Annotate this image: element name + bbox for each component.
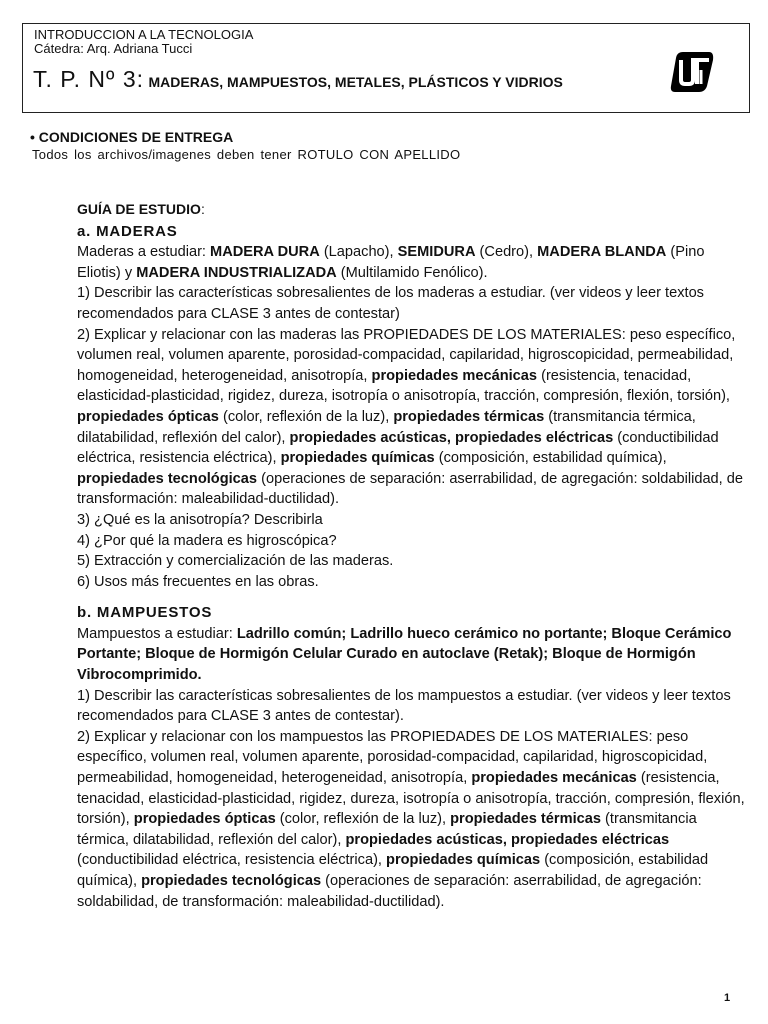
text: 2) Explicar y relacionar con los mampuestos las PROPIEDADES DE LOS MATERIALES: peso específico, volumen real, volumen aparente, porosidad-compacidad, capilaridad, higroscopicidad, permeabilidad, homogeneidad, heterogeneidad, anisotropía, xyxy=(77,728,708,787)
delivery-conditions-title xyxy=(30,129,233,145)
utn-logo-icon xyxy=(667,46,717,96)
text: (conductibilidad eléctrica, resistencia eléctrica), xyxy=(77,429,719,467)
text: 2) Explicar y relacionar con las maderas las PROPIEDADES DE LOS MATERIALES: peso específico, volumen real, volumen aparente, porosidad-compacidad, capilaridad, higroscopicidad, permeabilidad, homogeneidad, heterogeneidad, anisotropía, xyxy=(77,326,736,384)
section-a-question-3: 3) ¿Qué es la anisotropía? Describirla xyxy=(77,511,323,528)
section-a-intro xyxy=(77,242,749,283)
study-guide-label xyxy=(77,199,749,220)
tp-heading xyxy=(33,66,563,93)
bold-text: SEMIDURA xyxy=(397,244,476,261)
guide-colon: : xyxy=(200,201,205,217)
bold-text: propiedades tecnológicas xyxy=(77,470,258,487)
bold-text: MADERA BLANDA xyxy=(537,244,667,261)
text: (color, reflexión de la luz), xyxy=(218,408,394,425)
text: (operaciones de separación: aserrabilidad, de agregación: soldabilidad, de transformación: maleabilidad-ductilidad). xyxy=(77,470,744,508)
bold-text: MADERA DURA xyxy=(210,244,320,261)
bold-text: propiedades ópticas xyxy=(133,811,276,828)
bold-text: propiedades acústicas, propiedades eléctricas xyxy=(289,429,614,446)
bold-text: propiedades químicas xyxy=(386,852,541,869)
bold-text: propiedades acústicas, propiedades eléctricas xyxy=(345,831,670,848)
chair-name: Cátedra: Arq. Adriana Tucci xyxy=(34,41,193,56)
section-b-question-2 xyxy=(77,727,749,912)
delivery-conditions-text: Todos los archivos/imagenes deben tener ROTULO CON APELLIDO xyxy=(32,147,461,162)
header-box xyxy=(22,23,750,113)
text: (Cedro), xyxy=(475,244,538,261)
bold-text: propiedades mecánicas xyxy=(471,770,637,787)
tp-title: MADERAS, MAMPUESTOS, METALES, PLÁSTICOS Y VIDRIOS xyxy=(148,74,563,90)
bold-text: propiedades tecnológicas xyxy=(141,873,322,889)
section-a-heading: a. MADERAS xyxy=(77,222,178,240)
section-a-question-1: 1) Describir las características sobresalientes de los maderas a estudiar. (ver videos y leer textos recomendados para CLASE 3 antes de contestar) xyxy=(77,285,704,322)
text: (transmitancia térmica, dilatabilidad, reflexión del calor), xyxy=(77,408,696,446)
text: Maderas a estudiar: xyxy=(77,244,211,261)
study-guide xyxy=(77,199,749,912)
course-name: INTRODUCCION A LA TECNOLOGIA xyxy=(34,27,254,42)
text: Mampuestos a estudiar: xyxy=(77,625,237,642)
section-a-question-6: 6) Usos más frecuentes en las obras. xyxy=(77,573,319,590)
text: (composición, estabilidad química), xyxy=(434,450,667,467)
section-a-question-2 xyxy=(77,325,749,510)
section-a-question-5: 5) Extracción y comercialización de las maderas. xyxy=(77,553,394,570)
delivery-title-text: CONDICIONES DE ENTREGA xyxy=(38,129,234,145)
text: (resistencia, tenacidad, elasticidad-plasticidad, rigidez, dureza, isotropía o anisotropía, tracción, compresión, flexión, torsión), xyxy=(77,770,745,828)
section-b-question-1: 1) Describir las características sobresalientes de los mampuestos a estudiar. (ver videos y leer textos recomendados para CLASE 3 antes de contestar). xyxy=(77,687,731,725)
bold-text: propiedades térmicas xyxy=(393,408,545,425)
tp-number: T. P. Nº 3: xyxy=(33,66,145,92)
text: (operaciones de separación: aserrabilidad, de agregación: soldabilidad, de transformación: maleabilidad-ductilidad). xyxy=(77,873,702,910)
section-b-intro xyxy=(77,624,749,686)
text: (transmitancia térmica, dilatabilidad, reflexión del calor), xyxy=(77,811,697,848)
bold-text: propiedades térmicas xyxy=(450,811,601,828)
text: (conductibilidad eléctrica, resistencia eléctrica), xyxy=(77,852,387,869)
text: (color, reflexión de la luz), xyxy=(275,811,451,828)
section-b-heading: b. MAMPUESTOS xyxy=(77,604,213,622)
text: (resistencia, tenacidad, elasticidad-plasticidad, rigidez, dureza, isotropía o anisotropía, tracción, compresión, flexión, torsión), xyxy=(77,367,730,405)
section-a-question-4: 4) ¿Por qué la madera es higroscópica? xyxy=(77,532,337,549)
bullet: • xyxy=(30,129,35,145)
text: (composición, estabilidad química), xyxy=(77,852,709,889)
bold-text: propiedades químicas xyxy=(280,450,435,467)
text: (Lapacho), xyxy=(319,244,398,261)
bold-text: Ladrillo común; Ladrillo hueco cerámico no portante; Bloque Cerámico Portante; Bloque de Hormigón Celular Curado en autoclave (Retak); Bloque de Hormigón Vibrocomprimido. xyxy=(77,625,732,684)
bold-text: propiedades ópticas xyxy=(77,408,219,425)
text: (Multilamido Fenólico). xyxy=(336,264,488,281)
page-number: 1 xyxy=(724,992,731,1004)
guide-label: GUÍA DE ESTUDIO xyxy=(77,201,201,217)
section-gap xyxy=(77,592,749,603)
text: (Pino Eliotis) y xyxy=(77,244,705,281)
bold-text: MADERA INDUSTRIALIZADA xyxy=(136,264,337,281)
bold-text: propiedades mecánicas xyxy=(371,367,538,384)
